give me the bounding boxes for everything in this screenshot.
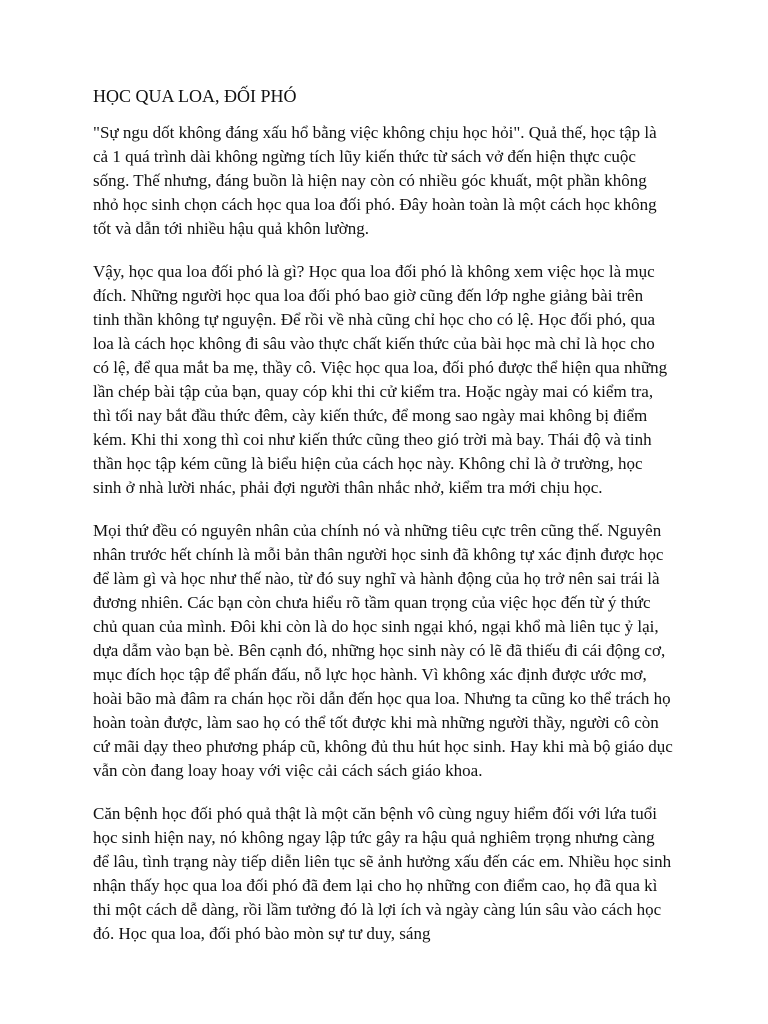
paragraph-causes: Mọi thứ đều có nguyên nhân của chính nó và những tiêu cực trên cũng thế. Nguyên nhân trước hết chính là mỗi bản thân người học sinh đã không tự xác định được học để làm gì và học như thế nào, từ đó suy nghĩ và hành động của họ trở nên sai trái là đương nhiên. Các bạn còn chưa hiểu rõ tầm quan trọng của việc học đến từ ý thức chủ quan của mình. Đôi khi còn là do học sinh ngại khó, ngại khổ mà liên tục ỷ lại, dựa dẫm vào bạn bè. Bên cạnh đó, những học sinh này có lẽ đã thiếu đi cái động cơ, mục đích học tập để phấn đấu, nỗ lực học hành. Vì không xác định được ước mơ, hoài bão mà đâm ra chán học rồi dẫn đến học qua loa. Nhưng ta cũng ko thể trách họ hoàn toàn được, làm sao họ có thể tốt được khi mà những người thầy, người cô còn cứ mãi dạy theo phương pháp cũ, không đủ thu hút học sinh. Hay khi mà bộ giáo dục vẫn còn đang loay hoay với việc cải cách sách giáo khoa. [93, 521, 673, 780]
document-page [93, 84, 673, 965]
paragraph-intro: "Sự ngu dốt không đáng xấu hổ bằng việc không chịu học hỏi". Quả thế, học tập là cả 1 quá trình dài không ngừng tích lũy kiến thức từ sách vở đến hiện thực cuộc sống. Thế nhưng, đáng buồn là hiện nay còn có nhiều góc khuất, một phần không nhỏ học sinh chọn cách học qua loa đối phó. Đây hoàn toàn là một cách học không tốt và dẫn tới nhiều hậu quả khôn lường. [93, 123, 657, 238]
document-title: HỌC QUA LOA, ĐỐI PHÓ [93, 86, 297, 106]
paragraph-consequences: Căn bệnh học đối phó quả thật là một căn bệnh vô cùng nguy hiểm đối với lứa tuổi học sinh hiện nay, nó không ngay lập tức gây ra hậu quả nghiêm trọng nhưng càng để lâu, tình trạng này tiếp diễn liên tục sẽ ảnh hưởng xấu đến các em. Nhiều học sinh nhận thấy học qua loa đối phó đã đem lại cho họ những con điểm cao, họ đã qua kì thi một cách dễ dàng, rồi lầm tưởng đó là lợi ích và ngày càng lún sâu vào cách học đó. Học qua loa, đối phó bào mòn sự tư duy, sáng [93, 804, 672, 943]
paragraph-definition: Vậy, học qua loa đối phó là gì? Học qua loa đối phó là không xem việc học là mục đích. Những người học qua loa đối phó bao giờ cũng đến lớp nghe giảng bài trên tinh thần không tự nguyện. Để rồi về nhà cũng chỉ học cho có lệ. Học đối phó, qua loa là cách học không đi sâu vào thực chất kiến thức của bài học mà chỉ là học cho có lệ, để qua mắt ba mẹ, thầy cô. Việc học qua loa, đối phó được thể hiện qua những lần chép bài tập của bạn, quay cóp khi thi cử kiểm tra. Hoặc ngày mai có kiểm tra, thì tối nay bắt đầu thức đêm, cày kiến thức, để mong sao ngày mai không bị điểm kém. Khi thi xong thì coi như kiến thức cũng theo gió trời mà bay. Thái độ và tinh thần học tập kém cũng là biểu hiện của cách học này. Không chỉ là ở trường, học sinh ở nhà lười nhác, phải đợi người thân nhắc nhở, kiểm tra mới chịu học. [93, 262, 668, 497]
